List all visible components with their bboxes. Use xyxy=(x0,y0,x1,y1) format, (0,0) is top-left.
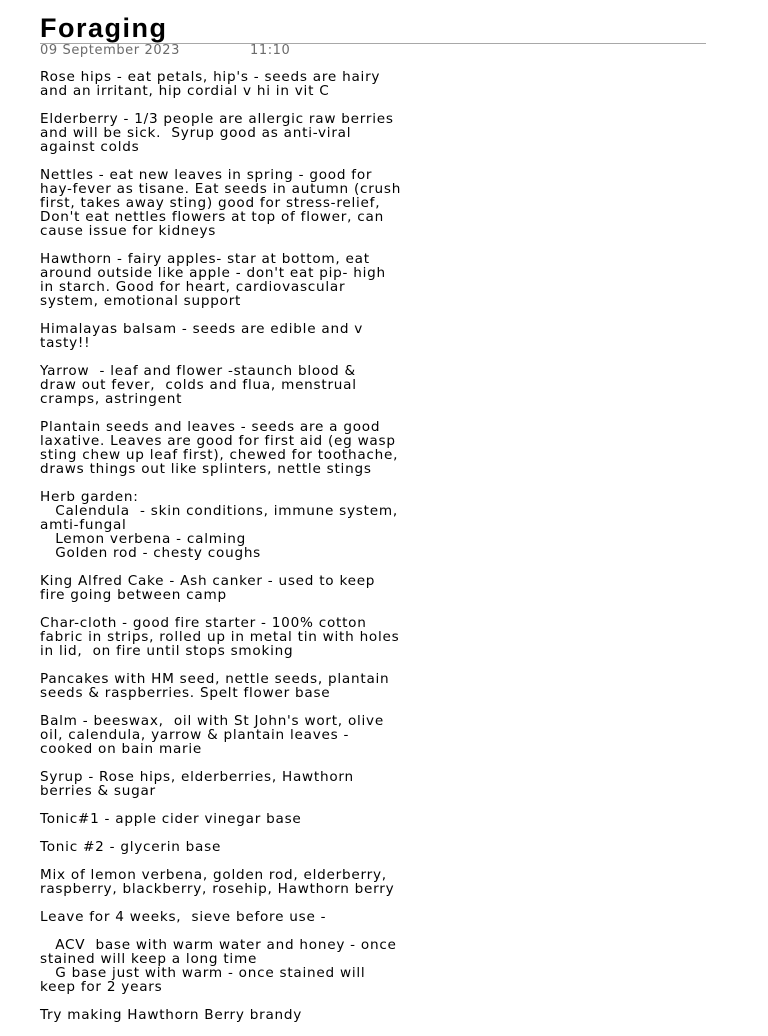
note-line: Don't eat nettles flowers at top of flower, can xyxy=(40,209,384,225)
page-date: 09 September 2023 xyxy=(40,43,180,58)
note-line: Rose hips - eat petals, hip's - seeds are hairy xyxy=(40,69,381,85)
note-paragraph[interactable] xyxy=(40,252,706,308)
note-paragraph[interactable] xyxy=(40,868,706,896)
page-time: 11:10 xyxy=(249,43,291,58)
note-paragraph[interactable] xyxy=(40,364,706,406)
note-line: tasty!! xyxy=(40,335,91,351)
note-line: draws things out like splinters, nettle stings xyxy=(40,461,372,477)
note-line: fabric in strips, rolled up in metal tin with holes xyxy=(40,629,400,645)
note-paragraph[interactable] xyxy=(40,714,706,756)
note-line: Leave for 4 weeks, sieve before use - xyxy=(40,909,327,925)
note-line: Golden rod - chesty coughs xyxy=(40,545,262,561)
note-line: Lemon verbena - calming xyxy=(40,531,246,547)
note-line: fire going between camp xyxy=(40,587,227,603)
note-line: seeds & raspberries. Spelt flower base xyxy=(40,685,331,701)
note-line: in starch. Good for heart, cardiovascular xyxy=(40,279,346,295)
note-line: Plantain seeds and leaves - seeds are a good xyxy=(40,419,381,435)
note-line: in lid, on fire until stops smoking xyxy=(40,643,294,659)
note-line: Try making Hawthorn Berry brandy xyxy=(40,1007,303,1023)
note-paragraph[interactable] xyxy=(40,70,706,98)
note-line: Tonic #2 - glycerin base xyxy=(40,839,222,855)
note-paragraph[interactable] xyxy=(40,938,706,994)
note-line: Mix of lemon verbena, golden rod, elderberry, xyxy=(40,867,387,883)
note-paragraph[interactable] xyxy=(40,1008,706,1022)
note-paragraph[interactable] xyxy=(40,672,706,700)
note-line: keep for 2 years xyxy=(40,979,163,995)
note-line: laxative. Leaves are good for first aid (eg wasp xyxy=(40,433,396,449)
note-paragraph[interactable] xyxy=(40,770,706,798)
note-line: Hawthorn - fairy apples- star at bottom, eat xyxy=(40,251,370,267)
note-line: Tonic#1 - apple cider vinegar base xyxy=(40,811,302,827)
note-line: Herb garden: xyxy=(40,489,139,505)
note-line: Himalayas balsam - seeds are edible and v xyxy=(40,321,364,337)
note-line: and will be sick. Syrup good as anti-viral xyxy=(40,125,352,141)
note-line: first, takes away sting) good for stress-relief, xyxy=(40,195,381,211)
note-line: system, emotional support xyxy=(40,293,242,309)
note-paragraph[interactable] xyxy=(40,322,706,350)
note-line: Char-cloth - good fire starter - 100% cotton xyxy=(40,615,367,631)
note-line: Yarrow - leaf and flower -staunch blood & xyxy=(40,363,356,379)
note-line: Nettles - eat new leaves in spring - good for xyxy=(40,167,373,183)
note-paragraph[interactable] xyxy=(40,112,706,154)
note-line: King Alfred Cake - Ash canker - used to keep xyxy=(40,573,376,589)
note-line: cramps, astringent xyxy=(40,391,183,407)
note-line: sting chew up leaf first), chewed for toothache, xyxy=(40,447,399,463)
note-paragraph[interactable] xyxy=(40,616,706,658)
note-paragraph[interactable] xyxy=(40,812,706,826)
note-line: and an irritant, hip cordial v hi in vit C xyxy=(40,83,330,99)
note-page xyxy=(40,14,706,1036)
note-line: Balm - beeswax, oil with St John's wort, olive xyxy=(40,713,384,729)
note-paragraph[interactable] xyxy=(40,490,706,560)
note-line: cooked on bain marie xyxy=(40,741,203,757)
note-line: Pancakes with HM seed, nettle seeds, plantain xyxy=(40,671,390,687)
note-line: Elderberry - 1/3 people are allergic raw berries xyxy=(40,111,394,127)
note-paragraph[interactable] xyxy=(40,910,706,924)
note-line: ACV base with warm water and honey - once xyxy=(40,937,397,953)
note-line: raspberry, blackberry, rosehip, Hawthorn berry xyxy=(40,881,395,897)
page-title[interactable]: Foraging xyxy=(40,13,168,43)
page-metadata xyxy=(40,43,706,58)
note-line: around outside like apple - don't eat pip- high xyxy=(40,265,386,281)
note-line: hay-fever as tisane. Eat seeds in autumn (crush xyxy=(40,181,402,197)
note-line: against colds xyxy=(40,139,140,155)
note-line: G base just with warm - once stained will xyxy=(40,965,366,981)
note-line: stained will keep a long time xyxy=(40,951,258,967)
note-paragraph[interactable] xyxy=(40,420,706,476)
note-paragraph[interactable] xyxy=(40,168,706,238)
note-line: Calendula - skin conditions, immune system, xyxy=(40,503,398,519)
note-paragraph[interactable] xyxy=(40,840,706,854)
note-line: oil, calendula, yarrow & plantain leaves - xyxy=(40,727,350,743)
note-paragraph[interactable] xyxy=(40,574,706,602)
note-line: cause issue for kidneys xyxy=(40,223,217,239)
note-line: berries & sugar xyxy=(40,783,156,799)
note-body[interactable] xyxy=(40,70,706,1022)
note-line: Syrup - Rose hips, elderberries, Hawthorn xyxy=(40,769,354,785)
note-line: amti-fungal xyxy=(40,517,127,533)
note-line: draw out fever, colds and flua, menstrual xyxy=(40,377,357,393)
